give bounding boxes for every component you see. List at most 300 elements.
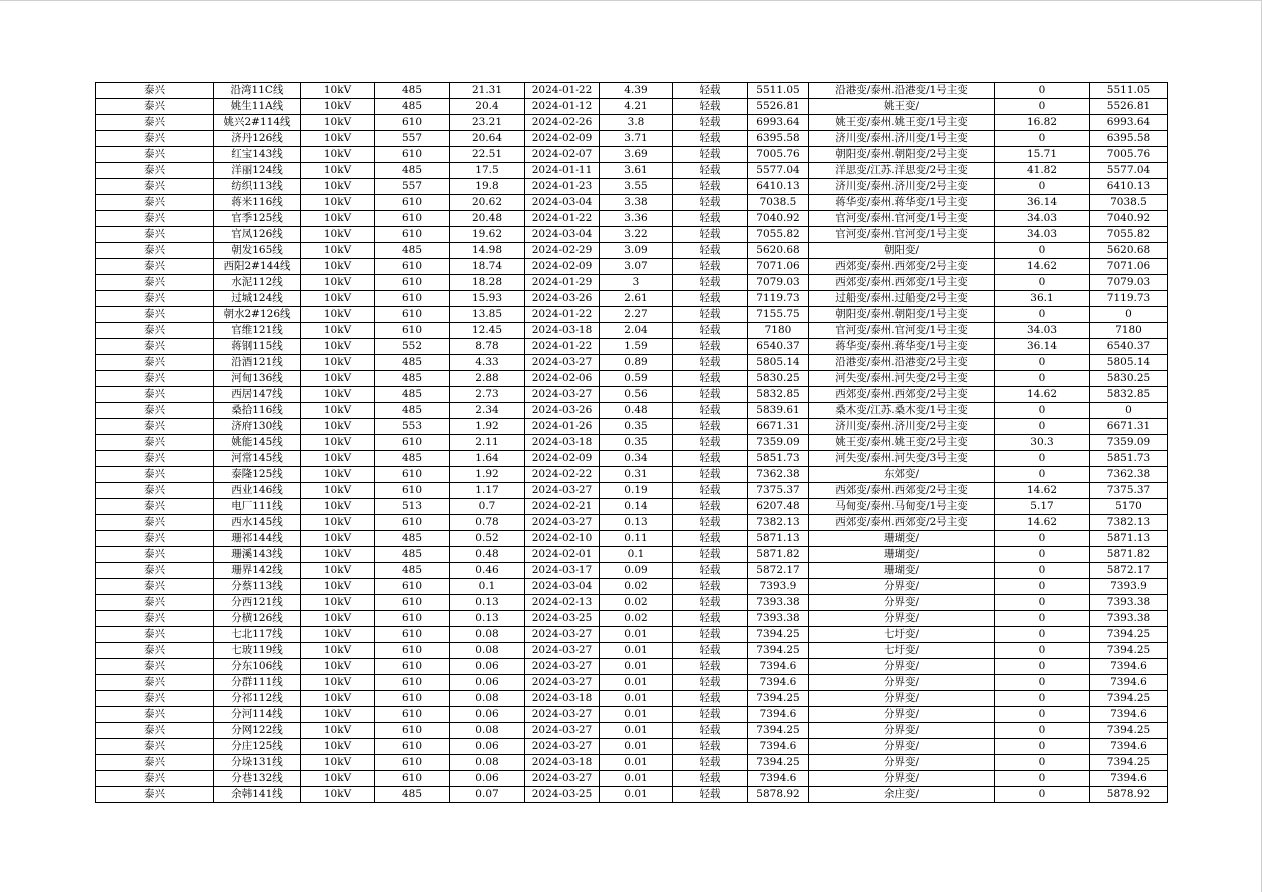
status-cell: 轻载 [673,611,748,627]
remaining-capacity-cell: 5577.04 [748,163,809,179]
region-cell: 泰兴 [96,739,214,755]
transformer-load-cell: 0 [995,403,1090,419]
substation-cell: 过船变/泰州.过船变/2号主变 [809,291,995,307]
table-row [96,547,1168,563]
date-cell: 2024-03-17 [525,563,600,579]
table-row [96,211,1168,227]
available-capacity-cell: 7394.6 [1090,675,1168,691]
line-name-cell: 济丹126线 [214,131,301,147]
transformer-load-cell: 41.82 [995,163,1090,179]
table-row [96,291,1168,307]
table-row [96,659,1168,675]
status-cell: 轻载 [673,355,748,371]
transformer-load-cell: 0 [995,467,1090,483]
current-cell: 2.34 [450,403,525,419]
voltage-cell: 10kV [301,211,375,227]
transformer-load-cell: 36.1 [995,291,1090,307]
transformer-load-cell: 0 [995,243,1090,259]
table-row [96,771,1168,787]
current-cell: 1.92 [450,467,525,483]
rated-current-cell: 610 [375,483,450,499]
transformer-load-cell: 0 [995,771,1090,787]
region-cell: 泰兴 [96,771,214,787]
voltage-cell: 10kV [301,707,375,723]
current-cell: 4.33 [450,355,525,371]
voltage-cell: 10kV [301,339,375,355]
rated-current-cell: 610 [375,515,450,531]
available-capacity-cell: 7394.25 [1090,755,1168,771]
load-rate-cell: 0.01 [600,627,673,643]
date-cell: 2024-03-18 [525,691,600,707]
status-cell: 轻载 [673,563,748,579]
voltage-cell: 10kV [301,499,375,515]
load-rate-cell: 0.11 [600,531,673,547]
available-capacity-cell: 7040.92 [1090,211,1168,227]
status-cell: 轻载 [673,659,748,675]
current-cell: 18.28 [450,275,525,291]
rated-current-cell: 485 [375,99,450,115]
current-cell: 21.31 [450,83,525,99]
transformer-load-cell: 16.82 [995,115,1090,131]
substation-cell: 姚王变/泰州.姚王变/1号主变 [809,115,995,131]
remaining-capacity-cell: 7394.25 [748,723,809,739]
date-cell: 2024-02-22 [525,467,600,483]
table-row [96,531,1168,547]
remaining-capacity-cell: 7393.9 [748,579,809,595]
line-name-cell: 分网122线 [214,723,301,739]
status-cell: 轻载 [673,371,748,387]
substation-cell: 分界变/ [809,723,995,739]
region-cell: 泰兴 [96,387,214,403]
table-row [96,739,1168,755]
table-row [96,227,1168,243]
available-capacity-cell: 7005.76 [1090,147,1168,163]
table-row [96,755,1168,771]
date-cell: 2024-02-13 [525,595,600,611]
transformer-load-cell: 14.62 [995,483,1090,499]
status-cell: 轻载 [673,243,748,259]
transformer-load-cell: 5.17 [995,499,1090,515]
current-cell: 19.8 [450,179,525,195]
status-cell: 轻载 [673,451,748,467]
load-rate-cell: 0.01 [600,771,673,787]
remaining-capacity-cell: 7394.25 [748,627,809,643]
date-cell: 2024-02-06 [525,371,600,387]
status-cell: 轻载 [673,115,748,131]
status-cell: 轻载 [673,675,748,691]
available-capacity-cell: 5832.85 [1090,387,1168,403]
load-rate-cell: 3.69 [600,147,673,163]
line-name-cell: 珊祁144线 [214,531,301,547]
voltage-cell: 10kV [301,387,375,403]
current-cell: 0.13 [450,595,525,611]
available-capacity-cell: 7362.38 [1090,467,1168,483]
table-row [96,355,1168,371]
transformer-load-cell: 0 [995,83,1090,99]
load-rate-cell: 0.01 [600,787,673,803]
status-cell: 轻载 [673,99,748,115]
table-row [96,387,1168,403]
status-cell: 轻载 [673,307,748,323]
current-cell: 20.4 [450,99,525,115]
date-cell: 2024-03-27 [525,739,600,755]
line-name-cell: 水泥112线 [214,275,301,291]
voltage-cell: 10kV [301,115,375,131]
remaining-capacity-cell: 7180 [748,323,809,339]
transformer-load-cell: 36.14 [995,339,1090,355]
status-cell: 轻载 [673,499,748,515]
rated-current-cell: 610 [375,643,450,659]
region-cell: 泰兴 [96,419,214,435]
status-cell: 轻载 [673,195,748,211]
substation-cell: 珊瑚变/ [809,547,995,563]
region-cell: 泰兴 [96,435,214,451]
date-cell: 2024-01-29 [525,275,600,291]
status-cell: 轻载 [673,723,748,739]
available-capacity-cell: 7055.82 [1090,227,1168,243]
available-capacity-cell: 7394.25 [1090,627,1168,643]
voltage-cell: 10kV [301,259,375,275]
load-rate-cell: 3.71 [600,131,673,147]
remaining-capacity-cell: 7359.09 [748,435,809,451]
line-name-cell: 官季125线 [214,211,301,227]
rated-current-cell: 610 [375,627,450,643]
region-cell: 泰兴 [96,531,214,547]
load-rate-cell: 3.55 [600,179,673,195]
line-name-cell: 泰隆125线 [214,467,301,483]
line-name-cell: 桑拾116线 [214,403,301,419]
region-cell: 泰兴 [96,179,214,195]
rated-current-cell: 485 [375,243,450,259]
region-cell: 泰兴 [96,451,214,467]
line-name-cell: 红宝143线 [214,147,301,163]
status-cell: 轻载 [673,531,748,547]
status-cell: 轻载 [673,339,748,355]
line-name-cell: 西阳2#144线 [214,259,301,275]
table-row [96,787,1168,803]
available-capacity-cell: 7038.5 [1090,195,1168,211]
table-row [96,259,1168,275]
current-cell: 22.51 [450,147,525,163]
status-cell: 轻载 [673,467,748,483]
remaining-capacity-cell: 6993.64 [748,115,809,131]
load-rate-cell: 0.34 [600,451,673,467]
substation-cell: 济川变/泰州.济川变/2号主变 [809,179,995,195]
transformer-load-cell: 0 [995,611,1090,627]
substation-cell: 西郊变/泰州.西郊变/2号主变 [809,387,995,403]
transformer-load-cell: 0 [995,179,1090,195]
load-rate-cell: 3.38 [600,195,673,211]
date-cell: 2024-03-27 [525,723,600,739]
remaining-capacity-cell: 7394.6 [748,659,809,675]
substation-cell: 分界变/ [809,611,995,627]
current-cell: 0.48 [450,547,525,563]
rated-current-cell: 610 [375,115,450,131]
voltage-cell: 10kV [301,547,375,563]
line-name-cell: 姚兴2#114线 [214,115,301,131]
line-name-cell: 官维121线 [214,323,301,339]
load-rate-cell: 0.02 [600,579,673,595]
substation-cell: 东郊变/ [809,467,995,483]
current-cell: 1.64 [450,451,525,467]
line-name-cell: 朝发165线 [214,243,301,259]
table-row [96,339,1168,355]
table-row [96,707,1168,723]
rated-current-cell: 610 [375,611,450,627]
remaining-capacity-cell: 5832.85 [748,387,809,403]
remaining-capacity-cell: 7393.38 [748,611,809,627]
substation-cell: 分界变/ [809,739,995,755]
transformer-load-cell: 0 [995,451,1090,467]
available-capacity-cell: 0 [1090,403,1168,419]
remaining-capacity-cell: 7071.06 [748,259,809,275]
transformer-load-cell: 36.14 [995,195,1090,211]
rated-current-cell: 610 [375,147,450,163]
available-capacity-cell: 5511.05 [1090,83,1168,99]
region-cell: 泰兴 [96,563,214,579]
current-cell: 8.78 [450,339,525,355]
status-cell: 轻载 [673,739,748,755]
status-cell: 轻载 [673,163,748,179]
region-cell: 泰兴 [96,147,214,163]
voltage-cell: 10kV [301,739,375,755]
substation-cell: 河失变/泰州.河失变/2号主变 [809,371,995,387]
status-cell: 轻载 [673,755,748,771]
region-cell: 泰兴 [96,371,214,387]
transformer-load-cell: 0 [995,707,1090,723]
voltage-cell: 10kV [301,131,375,147]
voltage-cell: 10kV [301,195,375,211]
region-cell: 泰兴 [96,675,214,691]
voltage-cell: 10kV [301,99,375,115]
remaining-capacity-cell: 7119.73 [748,291,809,307]
region-cell: 泰兴 [96,643,214,659]
available-capacity-cell: 6993.64 [1090,115,1168,131]
line-name-cell: 沿酒121线 [214,355,301,371]
status-cell: 轻载 [673,291,748,307]
status-cell: 轻载 [673,83,748,99]
line-name-cell: 朝水2#126线 [214,307,301,323]
current-cell: 0.52 [450,531,525,547]
date-cell: 2024-03-27 [525,627,600,643]
region-cell: 泰兴 [96,355,214,371]
table-row [96,115,1168,131]
substation-cell: 桑木变/江苏.桑木变/1号主变 [809,403,995,419]
line-name-cell: 河甸136线 [214,371,301,387]
table-row [96,595,1168,611]
remaining-capacity-cell: 7394.6 [748,707,809,723]
voltage-cell: 10kV [301,307,375,323]
table-row [96,99,1168,115]
rated-current-cell: 610 [375,435,450,451]
current-cell: 0.78 [450,515,525,531]
status-cell: 轻载 [673,627,748,643]
substation-cell: 西郊变/泰州.西郊变/2号主变 [809,515,995,531]
remaining-capacity-cell: 7005.76 [748,147,809,163]
substation-cell: 朝阳变/ [809,243,995,259]
table-row [96,179,1168,195]
substation-cell: 七圩变/ [809,627,995,643]
remaining-capacity-cell: 6395.58 [748,131,809,147]
remaining-capacity-cell: 7055.82 [748,227,809,243]
date-cell: 2024-03-18 [525,323,600,339]
transformer-load-cell: 0 [995,595,1090,611]
substation-cell: 沿港变/泰州.沿港变/1号主变 [809,83,995,99]
available-capacity-cell: 7394.25 [1090,723,1168,739]
load-rate-cell: 2.27 [600,307,673,323]
load-rate-cell: 2.04 [600,323,673,339]
transformer-load-cell: 34.03 [995,227,1090,243]
table-row [96,195,1168,211]
line-name-cell: 姚生11A线 [214,99,301,115]
date-cell: 2024-01-22 [525,339,600,355]
available-capacity-cell: 7393.38 [1090,611,1168,627]
table-row [96,627,1168,643]
line-name-cell: 分西121线 [214,595,301,611]
voltage-cell: 10kV [301,643,375,659]
current-cell: 0.06 [450,739,525,755]
status-cell: 轻载 [673,179,748,195]
voltage-cell: 10kV [301,627,375,643]
voltage-cell: 10kV [301,371,375,387]
available-capacity-cell: 5871.82 [1090,547,1168,563]
date-cell: 2024-01-22 [525,211,600,227]
substation-cell: 珊瑚变/ [809,531,995,547]
transformer-load-cell: 0 [995,723,1090,739]
available-capacity-cell: 5805.14 [1090,355,1168,371]
voltage-cell: 10kV [301,355,375,371]
table-row [96,419,1168,435]
status-cell: 轻载 [673,579,748,595]
substation-cell: 西郊变/泰州.西郊变/1号主变 [809,275,995,291]
voltage-cell: 10kV [301,451,375,467]
status-cell: 轻载 [673,771,748,787]
transformer-load-cell: 0 [995,531,1090,547]
rated-current-cell: 610 [375,307,450,323]
substation-cell: 官河变/泰州.官河变/1号主变 [809,227,995,243]
voltage-cell: 10kV [301,563,375,579]
substation-cell: 洋思变/江苏.洋思变/2号主变 [809,163,995,179]
date-cell: 2024-01-26 [525,419,600,435]
transformer-load-cell: 0 [995,579,1090,595]
table-row [96,675,1168,691]
voltage-cell: 10kV [301,531,375,547]
rated-current-cell: 485 [375,371,450,387]
available-capacity-cell: 7119.73 [1090,291,1168,307]
remaining-capacity-cell: 5871.13 [748,531,809,547]
substation-cell: 姚王变/ [809,99,995,115]
substation-cell: 西郊变/泰州.西郊变/2号主变 [809,259,995,275]
rated-current-cell: 610 [375,595,450,611]
current-cell: 0.7 [450,499,525,515]
region-cell: 泰兴 [96,579,214,595]
voltage-cell: 10kV [301,595,375,611]
status-cell: 轻载 [673,227,748,243]
current-cell: 12.45 [450,323,525,339]
load-rate-cell: 0.31 [600,467,673,483]
substation-cell: 余庄变/ [809,787,995,803]
transformer-load-cell: 15.71 [995,147,1090,163]
date-cell: 2024-02-09 [525,451,600,467]
rated-current-cell: 610 [375,291,450,307]
date-cell: 2024-01-22 [525,307,600,323]
load-rate-cell: 0.56 [600,387,673,403]
substation-cell: 分界变/ [809,755,995,771]
table-row [96,323,1168,339]
transformer-load-cell: 0 [995,643,1090,659]
table-row [96,643,1168,659]
voltage-cell: 10kV [301,163,375,179]
available-capacity-cell: 7394.25 [1090,643,1168,659]
transformer-load-cell: 0 [995,355,1090,371]
current-cell: 13.85 [450,307,525,323]
region-cell: 泰兴 [96,259,214,275]
available-capacity-cell: 7394.6 [1090,739,1168,755]
transformer-load-cell: 14.62 [995,387,1090,403]
rated-current-cell: 610 [375,259,450,275]
available-capacity-cell: 6410.13 [1090,179,1168,195]
load-rate-cell: 4.21 [600,99,673,115]
transformer-load-cell: 0 [995,755,1090,771]
date-cell: 2024-02-07 [525,147,600,163]
load-rate-cell: 0.01 [600,691,673,707]
date-cell: 2024-03-04 [525,579,600,595]
substation-cell: 蒋华变/泰州.蒋华变/1号主变 [809,195,995,211]
current-cell: 1.92 [450,419,525,435]
current-cell: 0.06 [450,771,525,787]
transformer-load-cell: 0 [995,371,1090,387]
load-rate-cell: 4.39 [600,83,673,99]
date-cell: 2024-03-27 [525,643,600,659]
table-row [96,611,1168,627]
table-row [96,307,1168,323]
region-cell: 泰兴 [96,83,214,99]
voltage-cell: 10kV [301,787,375,803]
line-name-cell: 西业146线 [214,483,301,499]
table-row [96,483,1168,499]
status-cell: 轻载 [673,435,748,451]
load-rate-cell: 0.02 [600,595,673,611]
table-row [96,147,1168,163]
line-name-cell: 西居147线 [214,387,301,403]
line-name-cell: 分横126线 [214,611,301,627]
transformer-load-cell: 14.62 [995,515,1090,531]
load-rate-cell: 0.48 [600,403,673,419]
load-rate-cell: 0.01 [600,755,673,771]
table-row [96,403,1168,419]
voltage-cell: 10kV [301,675,375,691]
voltage-cell: 10kV [301,419,375,435]
available-capacity-cell: 6395.58 [1090,131,1168,147]
remaining-capacity-cell: 7382.13 [748,515,809,531]
status-cell: 轻载 [673,259,748,275]
available-capacity-cell: 6671.31 [1090,419,1168,435]
date-cell: 2024-03-04 [525,227,600,243]
substation-cell: 分界变/ [809,771,995,787]
page-top-edge [0,0,1262,1]
region-cell: 泰兴 [96,323,214,339]
region-cell: 泰兴 [96,403,214,419]
date-cell: 2024-03-25 [525,611,600,627]
table-row [96,371,1168,387]
available-capacity-cell: 5577.04 [1090,163,1168,179]
load-rate-cell: 0.01 [600,643,673,659]
available-capacity-cell: 7180 [1090,323,1168,339]
table-row [96,579,1168,595]
available-capacity-cell: 5851.73 [1090,451,1168,467]
remaining-capacity-cell: 5839.61 [748,403,809,419]
load-rate-cell: 1.59 [600,339,673,355]
